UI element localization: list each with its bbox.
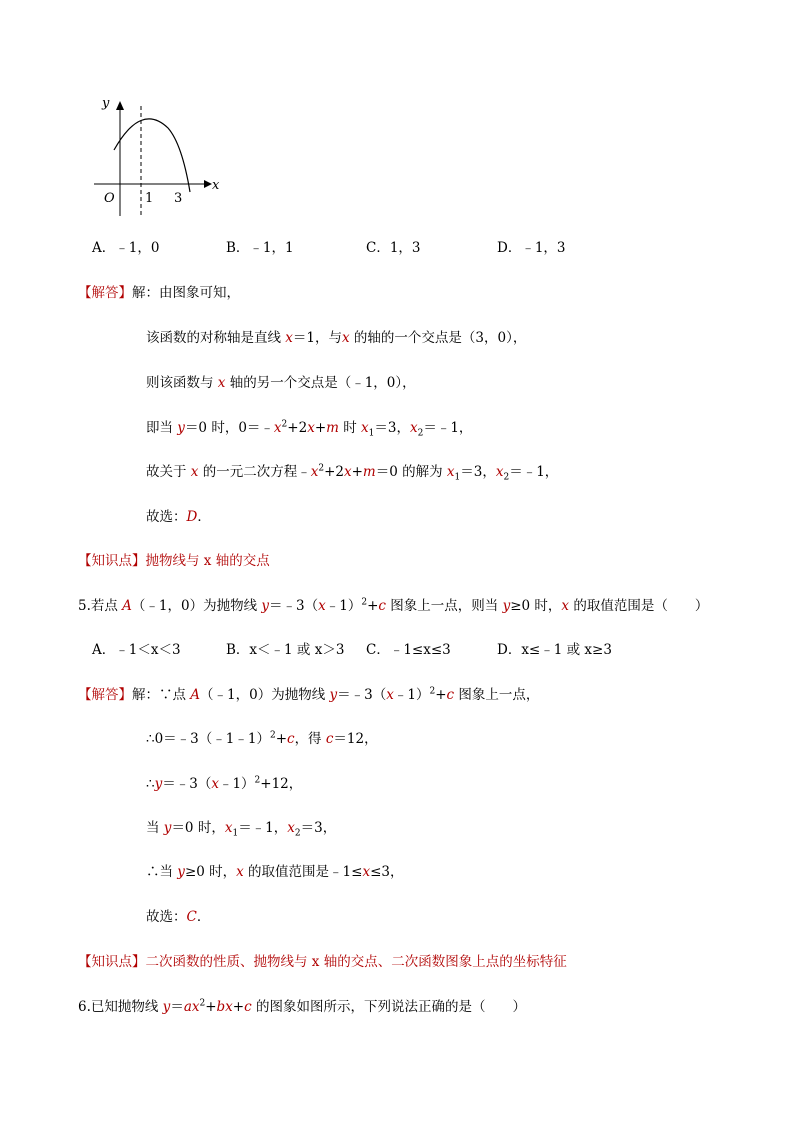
q5-solution-line-4: 当 y＝0 时，$x_1=﹣1$，$x_2=3$， (146, 820, 337, 839)
tick-label-1: 1 (145, 191, 154, 206)
q5-option-c: C．﹣1≤x≤3 (366, 642, 451, 658)
parabola-curve (114, 119, 190, 192)
q4-knowledge-point: 【知识点】抛物线与 x 轴的交点 (78, 553, 270, 569)
q5-option-a: A．﹣1＜x＜3 (92, 642, 181, 658)
parabola-graph (86, 92, 226, 222)
q4-solution-intro: 【解答】解：由图象可知， (78, 285, 240, 301)
parabola-figure (86, 92, 226, 222)
q4-option-a: A．﹣1，0 (92, 240, 160, 256)
q5-solution-line-5: ∴当 y≥0 时，x 的取值范围是﹣1≤x≤3， (146, 864, 404, 880)
q5-solution-line-1: 【解答】解：∵点 A（﹣1，0）为抛物线 y＝﹣3（x﹣1）$^2$+c 图象上一点， (78, 686, 540, 703)
q4-solution-answer: 故选：D． (146, 509, 211, 525)
q5-option-b: B．x＜﹣1 或 x＞3 (226, 642, 345, 658)
q6-question-stem: 6.已知抛物线 $y=ax^2+bx+c$ 的图象如图所示，下列说法正确的是（ ） (78, 998, 526, 1015)
solution-tag: 【解答】 (78, 285, 132, 301)
tick-label-3: 3 (174, 191, 183, 206)
q5-solution-line-2: ∴0＝﹣3（﹣1﹣1）$^2$+c，得 c＝12， (146, 730, 378, 747)
q4-option-b: B．﹣1，1 (226, 240, 294, 256)
q5-knowledge-point: 【知识点】二次函数的性质、抛物线与 x 轴的交点、二次函数图象上点的坐标特征 (78, 954, 567, 970)
q5-solution-answer: 故选：C． (146, 909, 211, 925)
q4-solution-line-3: 即当 y＝0 时，$0=﹣x^2+2x+m$ 时 $x_1=3$，$x_2=﹣1$， (146, 419, 473, 439)
y-axis-arrow (116, 101, 124, 110)
q4-solution-line-2: 则该函数与 x 轴的另一个交点是（﹣1，0）， (146, 375, 416, 391)
x-axis-arrow (204, 180, 212, 188)
solution-tag: 【解答】 (78, 687, 132, 703)
q4-option-d: D．﹣1，3 (497, 240, 566, 256)
q5-solution-line-3: ∴y＝﹣3（x﹣1）$^2$+12， (146, 775, 303, 792)
x-axis-label: x (212, 178, 220, 193)
q4-solution-line-4: 故关于 x 的一元二次方程$﹣x^2+2x+m=0$ 的解为 $x_1=3$，$x_2=﹣1$， (146, 463, 559, 483)
q5-option-d: D．x≤﹣1 或 x≥3 (497, 642, 612, 658)
q4-option-c: C．1，3 (366, 240, 421, 256)
q4-solution-line-1: 该函数的对称轴是直线 x＝1，与x 的轴的一个交点是（3，0）， (146, 330, 527, 346)
y-axis-label: y (102, 96, 110, 111)
origin-label: O (104, 191, 115, 206)
q5-question-stem: 5.若点 A（﹣1，0）为抛物线 y＝﹣3（x﹣1）$^2$+c 图象上一点，则当 y≥0 时，x 的取值范围是（ ） (78, 597, 709, 614)
